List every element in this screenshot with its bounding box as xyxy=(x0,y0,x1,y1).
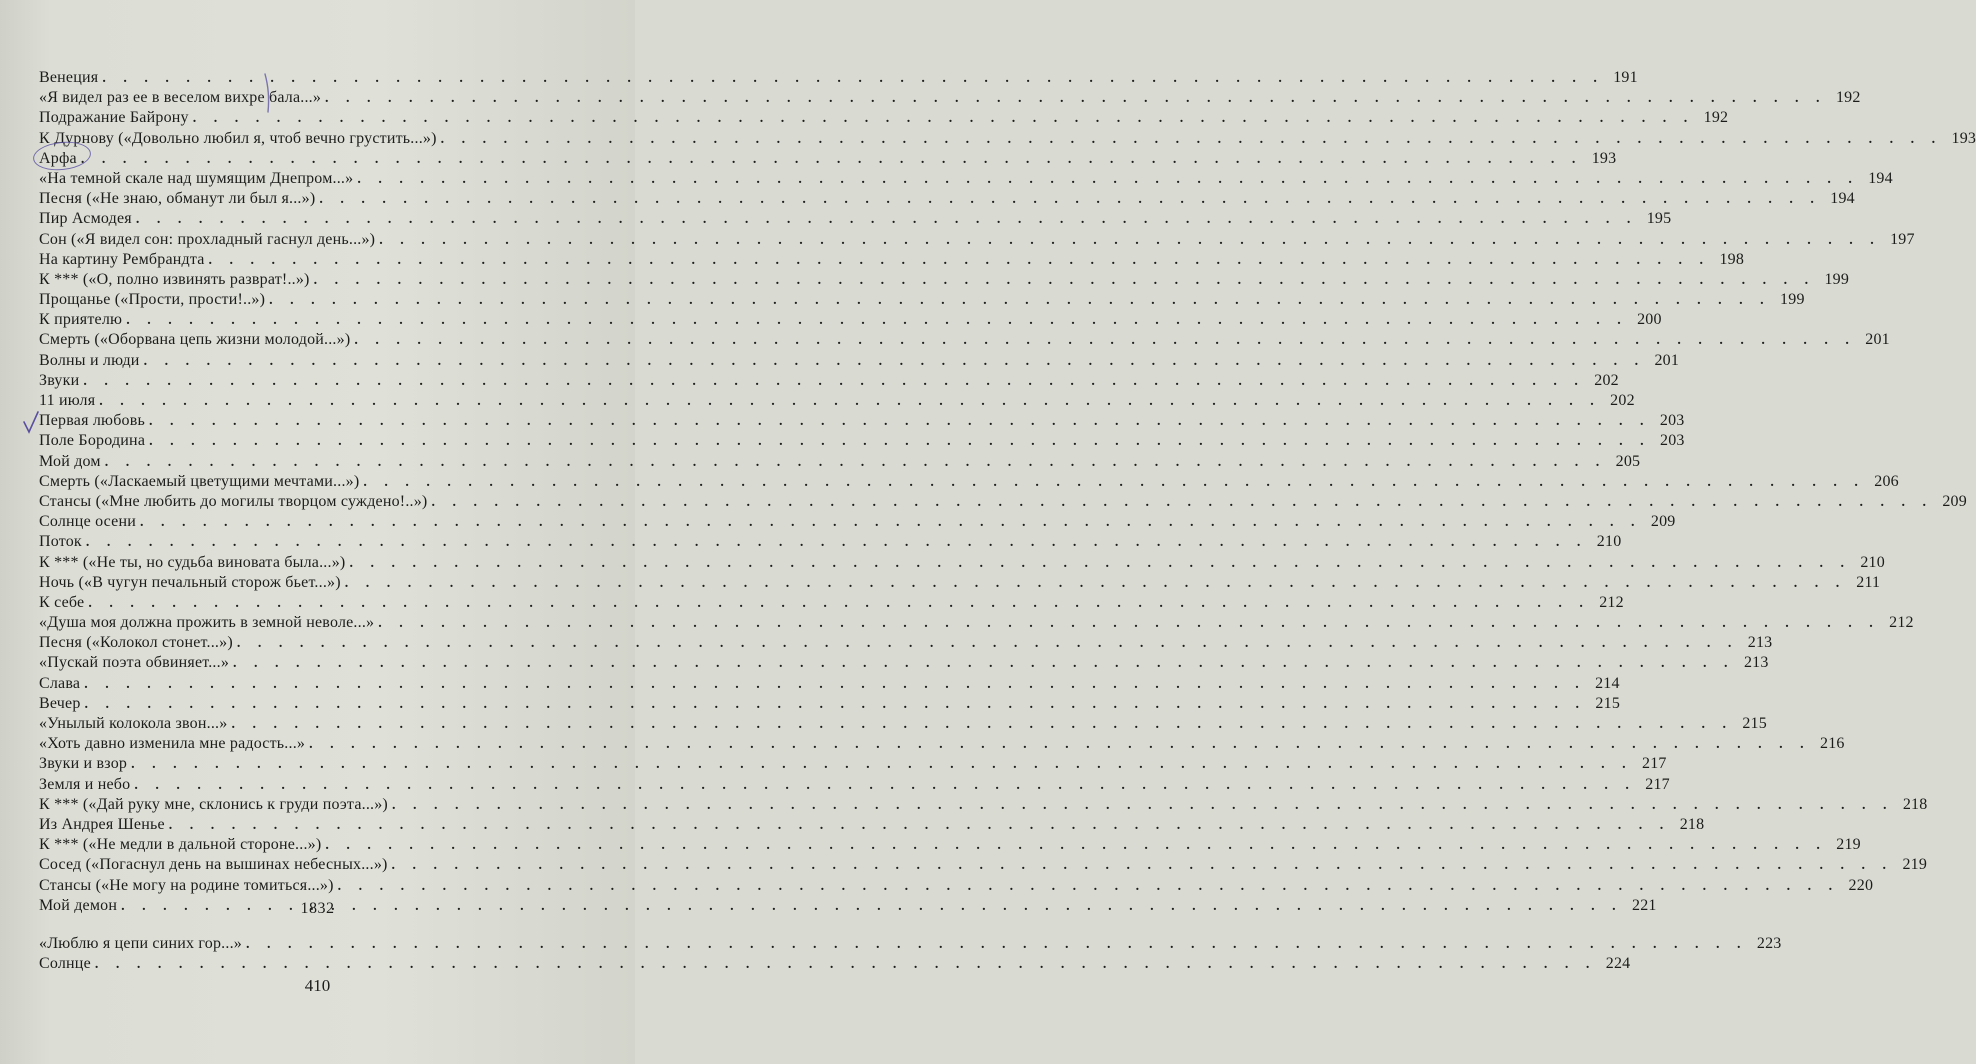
dot-leader xyxy=(441,130,1943,150)
toc-entry-page: 215 xyxy=(1742,715,1767,732)
pen-stroke-mark xyxy=(262,72,278,114)
dot-leader xyxy=(431,493,1933,513)
toc-entry-page: 213 xyxy=(1743,654,1769,672)
toc-entry-page: 193 xyxy=(1591,149,1617,167)
toc-entry-page: 214 xyxy=(1595,674,1620,692)
dot-leader xyxy=(193,109,1695,129)
toc-entry-title: «Я видел раз ее в веселом вихре бала...» xyxy=(39,89,322,107)
dot-leader xyxy=(83,372,1585,392)
dot-leader xyxy=(149,432,1651,452)
toc-entry-title: Звуки xyxy=(39,371,80,389)
dot-leader xyxy=(246,935,1748,955)
dot-leader xyxy=(338,877,1840,897)
dot-leader xyxy=(392,856,1894,876)
toc-entry-page: 211 xyxy=(1856,573,1881,591)
dot-leader xyxy=(134,776,1636,796)
toc-entry xyxy=(39,129,1976,149)
toc-entry-title: «Хоть давно изменила мне радость...» xyxy=(39,735,306,753)
toc-entry-title: Сон («Я видел сон: прохладный гаснул день...») xyxy=(39,230,376,248)
toc-entry-title: На картину Рембрандта xyxy=(39,250,205,268)
toc-entry-title: Солнце xyxy=(39,955,91,973)
toc-entry-title: Смерть («Оборвана цепь жизни молодой...») xyxy=(39,331,351,349)
dot-leader xyxy=(144,352,1646,372)
dot-leader xyxy=(131,755,1633,775)
dot-leader xyxy=(325,89,1827,109)
toc-entry-page: 217 xyxy=(1645,775,1670,793)
toc-entry xyxy=(39,694,1621,714)
toc-entry-page: 200 xyxy=(1637,311,1662,329)
toc-entry-title: Стансы («Мне любить до могилы творцом суждено!..») xyxy=(39,492,428,510)
year-heading: 1832 xyxy=(300,900,335,917)
toc-entry xyxy=(39,876,1874,896)
toc-entry-title: Волны и люди xyxy=(39,351,140,369)
toc-entry xyxy=(39,613,1914,633)
toc-entry xyxy=(39,553,1885,573)
toc-entry xyxy=(39,512,1676,532)
toc-entry-page: 221 xyxy=(1632,896,1657,914)
dot-leader xyxy=(378,614,1880,634)
toc-entry-title: Песня («Колокол стонет...») xyxy=(39,634,233,652)
dot-leader xyxy=(81,150,1583,170)
dot-leader xyxy=(126,311,1628,331)
toc-entry-page: 219 xyxy=(1902,856,1928,874)
dot-leader xyxy=(149,412,1651,432)
toc-entry xyxy=(39,68,1638,88)
dot-leader xyxy=(99,392,1601,412)
dot-leader xyxy=(392,796,1894,816)
toc-entry-page: 210 xyxy=(1596,533,1622,551)
dot-leader xyxy=(88,594,1590,614)
table-of-contents-continued xyxy=(39,934,1782,974)
toc-entry-title: К Дурнову («Довольно любил я, чтоб вечно грустить...») xyxy=(39,129,437,147)
toc-entry xyxy=(39,230,1915,250)
toc-entry-title: Вечер xyxy=(39,694,81,712)
toc-entry xyxy=(39,209,1672,229)
toc-entry xyxy=(39,633,1773,653)
toc-entry xyxy=(39,88,1861,108)
toc-entry-page: 210 xyxy=(1860,553,1885,571)
toc-entry-title: 11 июля xyxy=(39,392,96,409)
dot-leader xyxy=(95,955,1597,975)
dot-leader xyxy=(325,836,1827,856)
toc-entry-title: Ночь («В чугун печальный сторож бьет...») xyxy=(39,573,341,591)
toc-entry-page: 194 xyxy=(1868,169,1893,187)
dot-leader xyxy=(84,675,1586,695)
toc-entry xyxy=(39,169,1893,189)
dot-leader xyxy=(345,574,1847,594)
toc-entry xyxy=(39,593,1624,613)
toc-entry-title: «Унылый колокола звон...» xyxy=(39,715,228,732)
toc-entry xyxy=(39,189,1855,209)
toc-entry xyxy=(39,310,1662,330)
toc-entry-page: 203 xyxy=(1660,432,1685,450)
toc-entry-page: 199 xyxy=(1824,270,1850,288)
toc-entry xyxy=(39,492,1967,512)
toc-entry xyxy=(39,775,1670,795)
toc-entry-title: Поле Бородина xyxy=(39,432,146,450)
toc-entry-page: 205 xyxy=(1615,452,1641,470)
toc-entry-page: 202 xyxy=(1594,371,1619,389)
toc-entry xyxy=(39,270,1850,290)
toc-entry-page: 192 xyxy=(1703,109,1729,127)
toc-entry xyxy=(39,795,1928,815)
toc-entry-page: 213 xyxy=(1747,634,1773,652)
toc-entry-page: 199 xyxy=(1780,291,1805,309)
toc-entry-title: К себе xyxy=(39,593,85,611)
dot-leader xyxy=(85,695,1587,715)
toc-entry xyxy=(39,371,1619,391)
table-of-contents xyxy=(39,68,1976,916)
toc-entry xyxy=(39,472,1899,492)
toc-entry xyxy=(39,452,1641,472)
dot-leader xyxy=(309,735,1811,755)
toc-entry xyxy=(39,149,1617,169)
toc-entry-page: 198 xyxy=(1719,250,1745,268)
toc-entry-page: 206 xyxy=(1874,472,1899,490)
toc-entry-title: Звуки и взор xyxy=(39,755,128,773)
toc-entry xyxy=(39,351,1680,371)
dot-leader xyxy=(209,251,1711,271)
dot-leader xyxy=(319,190,1821,210)
toc-entry xyxy=(39,934,1782,954)
toc-entry-title: Из Андрея Шенье xyxy=(39,815,165,833)
toc-entry-title: Арфа xyxy=(39,149,77,167)
page-number: 410 xyxy=(304,976,331,995)
dot-leader xyxy=(357,170,1859,190)
toc-entry-title: Пир Асмодея xyxy=(39,210,132,228)
toc-entry-title: Мой дом xyxy=(39,452,101,470)
toc-entry-page: 197 xyxy=(1890,230,1915,248)
toc-entry-title: «Люблю я цепи синих гор...» xyxy=(39,935,242,952)
toc-entry-title: Земля и небо xyxy=(39,775,131,793)
toc-entry-title: «Душа моя должна прожить в земной неволе...» xyxy=(39,614,375,632)
dot-leader xyxy=(105,453,1607,473)
dot-leader xyxy=(269,291,1771,311)
toc-entry xyxy=(39,815,1705,835)
toc-entry-title: К *** («О, полно извинять разврат!..») xyxy=(39,270,310,288)
toc-entry-title: Слава xyxy=(39,674,81,692)
toc-entry-title: Мой демон xyxy=(39,896,118,914)
dot-leader xyxy=(379,231,1881,251)
dot-leader xyxy=(233,654,1735,674)
toc-entry-title: Подражание Байрону xyxy=(39,109,189,127)
toc-entry xyxy=(39,674,1620,694)
toc-entry-title: Сосед («Погаснул день на вышинах небесных...») xyxy=(39,856,388,874)
pen-check-mark xyxy=(22,410,40,436)
toc-entry-page: 194 xyxy=(1830,190,1855,208)
toc-entry-page: 215 xyxy=(1595,694,1621,712)
toc-entry-title: Стансы («Не могу на родине томиться...») xyxy=(39,876,334,894)
dot-leader xyxy=(231,715,1733,735)
toc-entry xyxy=(39,734,1845,754)
dot-leader xyxy=(136,210,1638,230)
dot-leader xyxy=(314,271,1816,291)
toc-entry xyxy=(39,108,1729,128)
toc-entry-page: 201 xyxy=(1654,351,1680,369)
toc-entry-title: Первая любовь xyxy=(39,412,145,430)
toc-entry-title: Поток xyxy=(39,533,82,551)
toc-entry-page: 218 xyxy=(1902,795,1928,813)
toc-entry-page: 224 xyxy=(1605,955,1631,973)
toc-entry-title: К *** («Не ты, но судьба виновата была...») xyxy=(39,553,346,571)
toc-entry-title: К *** («Не медли в дальной стороне...») xyxy=(39,836,322,854)
toc-entry-title: «На темной скале над шумящим Днепром...» xyxy=(39,169,354,187)
toc-entry xyxy=(39,855,1928,875)
toc-entry-title: «Пускай поэта обвиняет...» xyxy=(39,654,230,672)
toc-entry xyxy=(39,391,1635,411)
toc-entry-title: Прощанье («Прости, прости!..») xyxy=(39,291,266,309)
toc-entry xyxy=(39,411,1685,431)
toc-entry-title: Смерть («Ласкаемый цветущими мечтами...») xyxy=(39,472,360,490)
dot-leader xyxy=(349,554,1851,574)
toc-entry-page: 195 xyxy=(1646,210,1672,228)
dot-leader xyxy=(169,816,1671,836)
toc-entry xyxy=(39,573,1881,593)
toc-entry-title: Песня («Не знаю, обманут ли был я...») xyxy=(39,190,316,208)
dot-leader xyxy=(354,331,1856,351)
toc-entry-title: Солнце осени xyxy=(39,513,136,531)
toc-entry xyxy=(39,835,1861,855)
dot-leader xyxy=(86,533,1588,553)
toc-entry xyxy=(39,431,1685,451)
toc-entry-page: 191 xyxy=(1613,69,1638,86)
toc-entry-page: 202 xyxy=(1610,392,1635,409)
dot-leader xyxy=(140,513,1642,533)
toc-entry-page: 203 xyxy=(1659,412,1685,430)
toc-entry-title: Венеция xyxy=(39,69,99,86)
toc-entry-page: 218 xyxy=(1679,815,1705,833)
toc-entry-page: 212 xyxy=(1599,593,1624,611)
toc-entry xyxy=(39,532,1622,552)
toc-entry-page: 217 xyxy=(1642,755,1667,773)
toc-entry-title: К приятелю xyxy=(39,311,123,329)
toc-entry xyxy=(39,290,1805,310)
toc-entry-page: 209 xyxy=(1942,492,1967,510)
toc-entry-page: 212 xyxy=(1889,614,1914,632)
dot-leader xyxy=(363,473,1865,493)
toc-entry xyxy=(39,653,1769,673)
toc-entry-page: 216 xyxy=(1820,735,1845,753)
toc-entry-page: 192 xyxy=(1835,89,1861,107)
toc-entry-page: 220 xyxy=(1848,876,1874,894)
toc-entry-page: 223 xyxy=(1756,935,1782,952)
toc-entry xyxy=(39,250,1745,270)
toc-entry-page: 219 xyxy=(1836,836,1861,854)
toc-entry xyxy=(39,754,1667,774)
toc-entry xyxy=(39,330,1890,350)
toc-entry xyxy=(39,954,1631,974)
toc-entry-page: 201 xyxy=(1865,331,1890,349)
toc-entry-page: 209 xyxy=(1650,513,1676,531)
toc-entry-title: К *** («Дай руку мне, склонись к груди поэта...») xyxy=(39,795,388,813)
dot-leader xyxy=(237,634,1739,654)
toc-entry xyxy=(39,714,1767,734)
toc-entry-page: 193 xyxy=(1951,129,1976,147)
dot-leader xyxy=(102,69,1604,89)
